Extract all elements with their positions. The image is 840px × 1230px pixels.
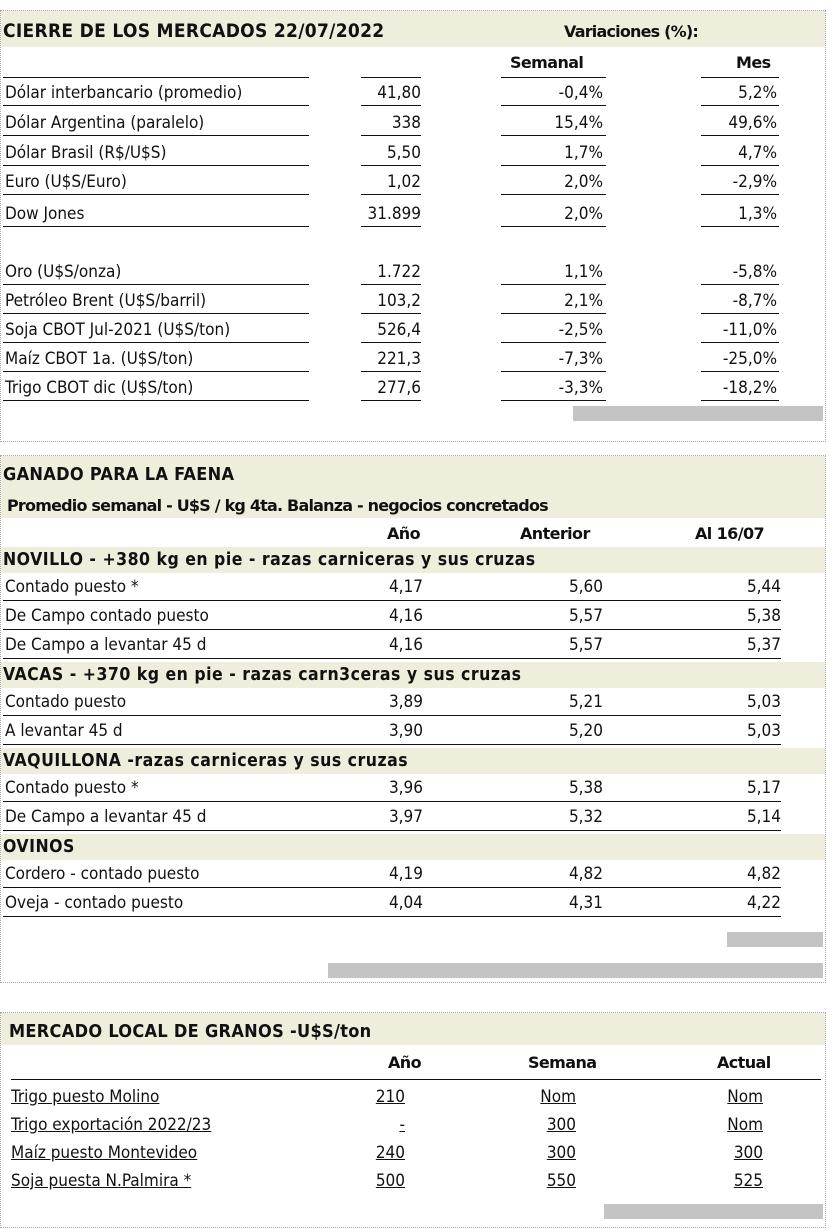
- grains-title: MERCADO LOCAL DE GRANOS -U$S/ton: [9, 1021, 372, 1042]
- market-week-change: 2,1%: [564, 291, 603, 311]
- market-month-change: -11,0%: [722, 320, 777, 340]
- cattle-year-value: 3,96: [388, 778, 423, 798]
- row-underline: [501, 284, 606, 285]
- cattle-prev-value: 5,20: [568, 721, 603, 741]
- category-header: [1, 547, 825, 573]
- cattle-year-value: 3,90: [388, 721, 423, 741]
- grain-week-value: 550: [546, 1171, 576, 1191]
- grain-current-value: 300: [733, 1143, 763, 1163]
- cattle-label: De Campo a levantar 45 d: [5, 807, 207, 827]
- cattle-panel: [0, 455, 826, 983]
- cattle-row: [1, 633, 825, 657]
- row-underline: [3, 916, 781, 917]
- grain-label: Trigo exportación 2022/23: [11, 1115, 212, 1135]
- row-underline: [501, 371, 606, 372]
- col-month-header: Mes: [736, 53, 771, 72]
- cattle-year-value: 3,97: [388, 807, 423, 827]
- cattle-prev-value: 5,32: [568, 807, 603, 827]
- col-year-header: Año: [388, 1053, 421, 1072]
- market-value: 103,2: [377, 291, 421, 311]
- market-month-change: -2,9%: [732, 172, 777, 192]
- row-underline: [361, 135, 421, 136]
- market-month-change: 49,6%: [728, 113, 777, 133]
- cattle-prev-value: 4,82: [568, 864, 603, 884]
- grain-current-value: Nom: [727, 1087, 763, 1107]
- market-value: 221,3: [377, 349, 421, 369]
- row-underline: [501, 194, 606, 195]
- market-label: Oro (U$S/onza): [5, 262, 122, 282]
- market-row: [1, 141, 825, 165]
- row-underline: [3, 135, 309, 136]
- market-label: Petróleo Brent (U$S/barril): [5, 291, 207, 311]
- row-underline: [3, 658, 781, 659]
- decorative-bar: [727, 932, 823, 947]
- markets-panel: [0, 10, 826, 442]
- cattle-label: De Campo a levantar 45 d: [5, 635, 207, 655]
- market-month-change: -25,0%: [722, 349, 777, 369]
- grain-week-value: 300: [546, 1115, 576, 1135]
- decorative-bar: [604, 1204, 823, 1219]
- grain-row: [1, 1169, 825, 1193]
- row-underline: [501, 165, 606, 166]
- market-row: [1, 111, 825, 135]
- col-prev-header: Anterior: [520, 524, 590, 543]
- cattle-prev-value: 5,38: [568, 778, 603, 798]
- grain-row: [1, 1141, 825, 1165]
- cattle-label: Cordero - contado puesto: [5, 864, 200, 884]
- market-label: Maíz CBOT 1a. (U$S/ton): [5, 349, 194, 369]
- market-value: 1,02: [386, 172, 421, 192]
- decorative-bar: [573, 406, 823, 421]
- market-row: [1, 376, 825, 400]
- category-header: [1, 748, 825, 774]
- row-underline: [501, 342, 606, 343]
- market-label: Dólar Brasil (R$/U$S): [5, 143, 167, 163]
- row-underline: [701, 105, 779, 106]
- market-week-change: -2,5%: [558, 320, 603, 340]
- row-underline: [361, 313, 421, 314]
- market-value: 338: [391, 113, 421, 133]
- market-label: Dow Jones: [5, 204, 85, 224]
- col-current-header: Actual: [717, 1053, 771, 1072]
- cattle-prev-value: 5,57: [568, 635, 603, 655]
- cattle-row: [1, 776, 825, 800]
- row-underline: [361, 342, 421, 343]
- category-label: NOVILLO - +380 kg en pie - razas carniceras y sus cruzas: [3, 550, 536, 570]
- row-underline: [501, 313, 606, 314]
- grain-label: Maíz puesto Montevideo: [11, 1143, 198, 1163]
- row-underline: [701, 371, 779, 372]
- market-label: Soja CBOT Jul-2021 (U$S/ton): [5, 320, 231, 340]
- row-underline: [3, 744, 781, 745]
- cattle-year-value: 3,89: [388, 692, 423, 712]
- cattle-date-value: 5,14: [746, 807, 781, 827]
- row-underline: [701, 194, 779, 195]
- cattle-prev-value: 5,57: [568, 606, 603, 626]
- cattle-row: [1, 805, 825, 829]
- market-week-change: 2,0%: [564, 172, 603, 192]
- cattle-row: [1, 690, 825, 714]
- cattle-label: Contado puesto: [5, 692, 127, 712]
- cattle-row: [1, 604, 825, 628]
- row-underline: [361, 400, 421, 401]
- cattle-label: A levantar 45 d: [5, 721, 123, 741]
- grain-year-value: 210: [375, 1087, 405, 1107]
- row-underline: [3, 400, 309, 401]
- cattle-prev-value: 4,31: [568, 893, 603, 913]
- row-underline: [3, 165, 309, 166]
- category-label: OVINOS: [3, 837, 75, 857]
- grain-week-value: 300: [546, 1143, 576, 1163]
- row-underline: [701, 284, 779, 285]
- market-week-change: 1,1%: [564, 262, 603, 282]
- row-underline: [361, 194, 421, 195]
- category-label: VAQUILLONA -razas carniceras y sus cruzas: [3, 751, 409, 771]
- grain-week-value: Nom: [540, 1087, 576, 1107]
- market-value: 5,50: [386, 143, 421, 163]
- cattle-date-value: 4,22: [746, 893, 781, 913]
- row-underline: [3, 887, 781, 888]
- market-row: [1, 289, 825, 313]
- cattle-row: [1, 575, 825, 599]
- market-row: [1, 347, 825, 371]
- market-week-change: -3,3%: [558, 378, 603, 398]
- cattle-subtitle: Promedio semanal - U$S / kg 4ta. Balanza - negocios concretados: [7, 496, 548, 515]
- col-date-header: Al 16/07: [695, 524, 765, 543]
- decorative-bar: [328, 963, 823, 978]
- cattle-year-value: 4,16: [388, 635, 423, 655]
- row-underline: [3, 342, 309, 343]
- cattle-label: De Campo contado puesto: [5, 606, 209, 626]
- market-label: Dólar interbancario (promedio): [5, 83, 243, 103]
- grain-row: [1, 1113, 825, 1137]
- market-value: 526,4: [377, 320, 421, 340]
- row-underline: [701, 226, 779, 227]
- market-value: 41,80: [377, 83, 421, 103]
- grain-year-value: -: [399, 1115, 405, 1135]
- row-underline: [3, 830, 781, 831]
- cattle-date-value: 5,17: [746, 778, 781, 798]
- market-value: 277,6: [377, 378, 421, 398]
- market-month-change: -8,7%: [732, 291, 777, 311]
- cattle-row: [1, 719, 825, 743]
- col-week-header: Semanal: [510, 53, 584, 72]
- variations-label: Variaciones (%):: [564, 22, 699, 41]
- category-label: VACAS - +370 kg en pie - razas carn3ceras y sus cruzas: [3, 665, 522, 685]
- market-value: 1.722: [377, 262, 421, 282]
- cattle-date-value: 5,03: [746, 692, 781, 712]
- market-month-change: 1,3%: [738, 204, 777, 224]
- category-header: [1, 662, 825, 688]
- market-week-change: 2,0%: [564, 204, 603, 224]
- market-row: [1, 318, 825, 342]
- cattle-row: [1, 862, 825, 886]
- market-week-change: 1,7%: [564, 143, 603, 163]
- market-label: Trigo CBOT dic (U$S/ton): [5, 378, 194, 398]
- row-underline: [3, 194, 309, 195]
- row-underline: [701, 165, 779, 166]
- row-underline: [501, 135, 606, 136]
- grain-label: Trigo puesto Molino: [11, 1087, 160, 1107]
- cattle-year-value: 4,16: [388, 606, 423, 626]
- markets-title: CIERRE DE LOS MERCADOS 22/07/2022: [3, 20, 385, 42]
- cattle-date-value: 5,03: [746, 721, 781, 741]
- row-underline: [361, 226, 421, 227]
- market-row: [1, 170, 825, 194]
- row-underline: [701, 400, 779, 401]
- cattle-label: Contado puesto *: [5, 577, 139, 597]
- row-underline: [501, 105, 606, 106]
- row-underline: [3, 371, 309, 372]
- market-month-change: -18,2%: [722, 378, 777, 398]
- grain-year-value: 240: [375, 1143, 405, 1163]
- market-month-change: 5,2%: [738, 83, 777, 103]
- cattle-date-value: 5,37: [746, 635, 781, 655]
- market-value: 31.899: [367, 204, 421, 224]
- market-row: [1, 260, 825, 284]
- market-month-change: 4,7%: [738, 143, 777, 163]
- grains-panel: [0, 1012, 826, 1228]
- row-underline: [361, 371, 421, 372]
- row-underline: [3, 629, 781, 630]
- cattle-date-value: 5,38: [746, 606, 781, 626]
- market-month-change: -5,8%: [732, 262, 777, 282]
- row-underline: [361, 165, 421, 166]
- row-underline: [501, 226, 606, 227]
- market-week-change: -0,4%: [558, 83, 603, 103]
- row-underline: [501, 400, 606, 401]
- grain-current-value: 525: [733, 1171, 763, 1191]
- cattle-label: Oveja - contado puesto: [5, 893, 184, 913]
- row-underline: [3, 284, 309, 285]
- col-year-header: Año: [387, 524, 420, 543]
- row-underline: [3, 105, 309, 106]
- row-underline: [361, 105, 421, 106]
- cattle-year-value: 4,04: [388, 893, 423, 913]
- row-underline: [3, 801, 781, 802]
- cattle-date-value: 4,82: [746, 864, 781, 884]
- grain-current-value: Nom: [727, 1115, 763, 1135]
- col-week-header: Semana: [528, 1053, 597, 1072]
- cattle-year-value: 4,17: [388, 577, 423, 597]
- cattle-row: [1, 891, 825, 915]
- grain-row: [1, 1085, 825, 1109]
- row-underline: [3, 600, 781, 601]
- market-label: Dólar Argentina (paralelo): [5, 113, 205, 133]
- row-underline: [701, 342, 779, 343]
- grain-label: Soja puesta N.Palmira *: [11, 1171, 192, 1191]
- row-underline: [361, 284, 421, 285]
- category-header: [1, 834, 825, 860]
- market-row: [1, 202, 825, 226]
- market-week-change: 15,4%: [554, 113, 603, 133]
- grain-year-value: 500: [375, 1171, 405, 1191]
- market-week-change: -7,3%: [558, 349, 603, 369]
- market-label: Euro (U$S/Euro): [5, 172, 127, 192]
- market-row: [1, 81, 825, 105]
- row-underline: [701, 135, 779, 136]
- row-underline: [3, 226, 309, 227]
- row-underline: [3, 313, 309, 314]
- row-underline: [701, 313, 779, 314]
- row-underline: [3, 715, 781, 716]
- cattle-title: GANADO PARA LA FAENA: [3, 464, 235, 485]
- cattle-label: Contado puesto *: [5, 778, 139, 798]
- cattle-year-value: 4,19: [388, 864, 423, 884]
- cattle-prev-value: 5,60: [568, 577, 603, 597]
- cattle-date-value: 5,44: [746, 577, 781, 597]
- cattle-prev-value: 5,21: [568, 692, 603, 712]
